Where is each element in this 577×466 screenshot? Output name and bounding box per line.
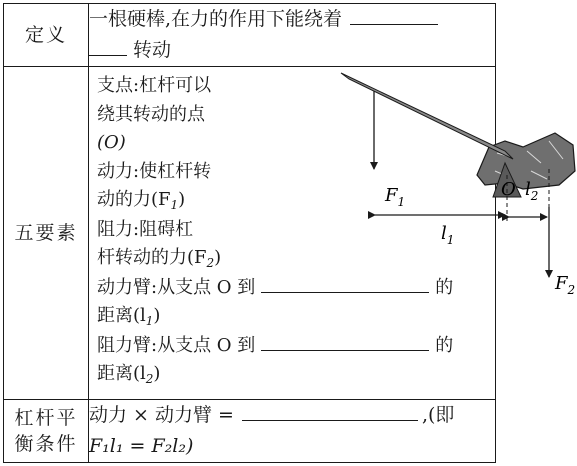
effort-arm-end: 的 xyxy=(435,276,454,298)
lever-diagram xyxy=(327,67,577,307)
resistance-arm-item xyxy=(97,332,487,390)
definition-row xyxy=(4,4,496,67)
resistance-arm-sub: 2 xyxy=(145,372,154,386)
resistance-sub: 2 xyxy=(206,256,215,270)
definition-text-1: 一根硬棒,在力的作用下能绕着 xyxy=(89,8,343,30)
lever-bar xyxy=(341,73,513,159)
elements-content xyxy=(89,67,576,400)
resistance-item xyxy=(97,216,273,274)
definition-text-2: 转动 xyxy=(133,39,172,61)
lever-summary-table xyxy=(3,3,576,463)
effort-arm-text: 动力臂:从支点 O 到 xyxy=(97,276,256,298)
resistance-line-2 xyxy=(97,244,273,274)
definition-content xyxy=(89,4,496,67)
effort-arm-close: ) xyxy=(153,305,161,326)
balance-blank xyxy=(242,419,418,421)
resistance-arm-close: ) xyxy=(153,363,161,384)
fulcrum-line-1: 支点:杠杆可以 xyxy=(97,75,212,96)
balance-label-2: 衡条件 xyxy=(14,433,78,455)
elements-label: 五要素 xyxy=(4,67,89,400)
resistance-close: ) xyxy=(214,247,222,268)
f1-label: $F_1$ xyxy=(385,185,406,209)
fulcrum-item xyxy=(97,72,273,158)
definition-label: 定义 xyxy=(4,4,89,67)
balance-equation-end: ,(即 xyxy=(421,404,455,426)
o-label: O xyxy=(501,179,516,200)
resistance-line-1: 阻力:阻碍杠 xyxy=(97,218,194,240)
balance-formula: F₁l₁ = F₂l₂) xyxy=(89,435,194,457)
effort-line-2 xyxy=(97,186,273,216)
effort-close: ) xyxy=(178,189,186,210)
balance-label xyxy=(4,400,89,463)
effort-line-1: 动力:使杠杆转 xyxy=(97,160,212,182)
balance-content xyxy=(89,400,496,463)
resistance-arm-dist: 距离(l xyxy=(97,363,146,384)
resistance-text: 杆转动的力(F xyxy=(97,247,207,268)
elements-row xyxy=(4,67,496,400)
resistance-arm-line-2 xyxy=(97,360,487,390)
balance-equation-start: 动力 × 动力臂 = xyxy=(89,404,234,426)
f2-label: $F_2$ xyxy=(555,273,576,297)
l1-label: $l_1$ xyxy=(441,223,455,247)
definition-blank-2 xyxy=(89,54,127,56)
effort-item xyxy=(97,158,273,216)
resistance-arm-end: 的 xyxy=(435,334,454,356)
resistance-arm-line-1 xyxy=(97,332,487,361)
resistance-arm-blank xyxy=(261,349,429,351)
effort-arm-sub: 1 xyxy=(145,314,154,328)
effort-sub: 1 xyxy=(170,198,179,212)
resistance-arm-text: 阻力臂:从支点 O 到 xyxy=(97,334,256,356)
fulcrum-line-3: (O) xyxy=(97,132,126,153)
effort-text: 动的力(F xyxy=(97,189,171,210)
balance-row xyxy=(4,400,496,463)
l2-label: $l_2$ xyxy=(525,179,539,203)
effort-arm-dist: 距离(l xyxy=(97,305,146,326)
definition-blank-1 xyxy=(350,23,438,25)
balance-label-1: 杠杆平 xyxy=(14,407,78,429)
fulcrum-line-2: 绕其转动的点 xyxy=(97,103,205,125)
